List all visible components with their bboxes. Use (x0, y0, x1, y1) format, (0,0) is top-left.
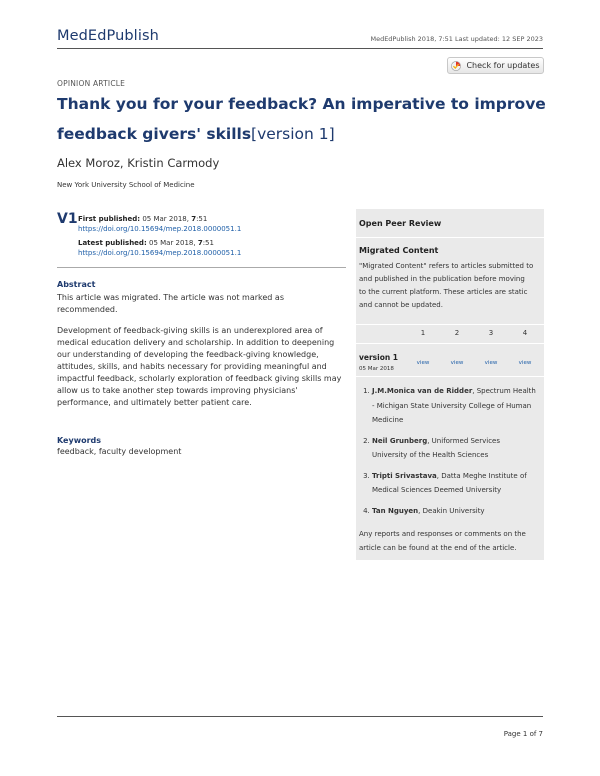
version-tag: [version 1] (251, 125, 335, 143)
latest-published-label: Latest published: (78, 239, 147, 247)
abstract-p2-line: Development of feedback-giving skills is an underexplored area of (57, 326, 323, 335)
check-for-updates-button[interactable] (447, 57, 544, 74)
reviewer-column-number: 4 (522, 329, 528, 337)
version-1-label: version 1 (359, 353, 399, 362)
first-published (78, 214, 241, 234)
footer-divider (57, 716, 543, 717)
view-report-link[interactable]: view (450, 360, 464, 366)
reviewer-affiliation: , Deakin University (418, 506, 485, 515)
sidebar-footer-line: article can be found at the end of the article. (359, 544, 517, 552)
keywords-text: feedback, faculty development (57, 447, 182, 456)
view-report-link[interactable]: view (518, 360, 532, 366)
migrated-content-heading: Migrated Content (359, 246, 439, 255)
keywords-heading: Keywords (57, 436, 102, 445)
reviewer-affiliation: University of the Health Sciences (372, 451, 489, 459)
reviewer-column-number: 2 (454, 329, 460, 337)
abstract-heading: Abstract (57, 280, 96, 289)
abstract-p2-line: impactful feedback, scholarly exploration of feedback giving skills may (57, 374, 342, 383)
reviewer-affiliation: Medical Sciences Deemed University (372, 486, 502, 494)
abstract-p2-line: medical education delivery and scholarship. In addition to deepening (57, 338, 335, 347)
reviewer-item (372, 384, 552, 428)
reviewer-affiliation: , Uniformed Services (427, 436, 501, 445)
migrated-content-text (359, 260, 542, 312)
sidebar-divider (356, 376, 544, 377)
reviewer-affiliation: - Michigan State University College of Human (372, 401, 532, 410)
abstract-p2-line: attitudes, skills, and habits necessary for providing meaningful and (57, 362, 327, 371)
latest-published-doi-link[interactable]: https://doi.org/10.15694/mep.2018.0000051.1 (78, 249, 242, 257)
article-title-end: feedback givers' skills (57, 125, 252, 143)
reviewer-column-number: 3 (488, 329, 494, 337)
reviewer-name: J.M.Monica van de Ridder (372, 387, 473, 395)
reviewer-item (372, 434, 552, 463)
sidebar-divider (356, 237, 544, 238)
latest-published-volume: 7 (197, 239, 203, 247)
first-published-doi-link[interactable]: https://doi.org/10.15694/mep.2018.0000051.1 (78, 225, 242, 233)
article-type: OPINION ARTICLE (57, 79, 126, 88)
reviewer-affiliation: Medicine (372, 416, 404, 424)
latest-published-page: :51 (202, 239, 214, 247)
reviewer-name: Tripti Srivastava (372, 471, 437, 480)
abstract-p2-line: performance, and ultimately better patient care. (57, 398, 252, 407)
abstract-p1-line: recommended. (57, 305, 118, 314)
sidebar-footer-line: Any reports and responses or comments on the (359, 530, 526, 538)
check-for-updates-label: Check for updates (466, 61, 540, 70)
reviewer-item (372, 504, 552, 519)
reviewer-affiliation: , Datta Meghe Institute of (436, 471, 527, 480)
reviewer-list (362, 384, 552, 524)
migrated-content-line: "Migrated Content" refers to articles submitted to (359, 262, 534, 270)
abstract-p2-line: allow us to take another step towards improving physicians' (57, 386, 298, 395)
first-published-page: :51 (196, 215, 208, 223)
view-report-link[interactable]: view (484, 360, 498, 366)
reviewer-name: Neil Grunberg (372, 436, 428, 445)
latest-published-date: 05 Mar 2018, (148, 239, 196, 247)
abstract-p1-line: This article was migrated. The article was not marked as (57, 293, 284, 302)
affiliation: New York University School of Medicine (57, 181, 195, 189)
first-published-label: First published: (78, 215, 141, 223)
migrated-content-line: and published in the publication before moving (359, 275, 525, 283)
reviewer-item (372, 469, 552, 498)
abstract-p2 (57, 325, 347, 409)
reviewer-affiliation: , Spectrum Health (472, 387, 536, 395)
page-number: Page 1 of 7 (503, 730, 543, 738)
reviewer-name: Tan Nguyen (372, 506, 419, 515)
authors: Alex Moroz, Kristin Carmody (57, 156, 220, 170)
version-1-date: 05 Mar 2018 (359, 366, 394, 372)
header-divider (57, 48, 543, 49)
abstract-p2-line: our understanding of developing the feedback-giving knowledge, (57, 350, 319, 359)
migrated-content-line: and cannot be updated. (359, 301, 443, 309)
latest-published (78, 238, 241, 258)
article-title-line2 (57, 125, 335, 143)
reviewer-column-number: 1 (420, 329, 426, 337)
sidebar-divider (356, 343, 544, 344)
migrated-content-line: to the current platform. These articles are static (359, 288, 528, 296)
left-divider (57, 267, 346, 268)
sidebar-divider (356, 324, 544, 325)
article-title-line1: Thank you for your feedback? An imperative to improve (57, 95, 546, 113)
crossmark-icon (451, 61, 461, 71)
view-report-link[interactable]: view (416, 360, 430, 366)
version-marker: V1 (57, 211, 78, 227)
journal-brand[interactable]: MedEdPublish (57, 28, 159, 44)
header-meta: MedEdPublish 2018, 7:51 Last updated: 12 SEP 2023 (370, 35, 543, 43)
first-published-date: 05 Mar 2018, (142, 215, 189, 223)
open-peer-review-heading: Open Peer Review (359, 219, 442, 228)
first-published-volume: 7 (191, 215, 197, 223)
sidebar-footer-note (359, 527, 542, 555)
abstract-p1 (57, 292, 347, 316)
